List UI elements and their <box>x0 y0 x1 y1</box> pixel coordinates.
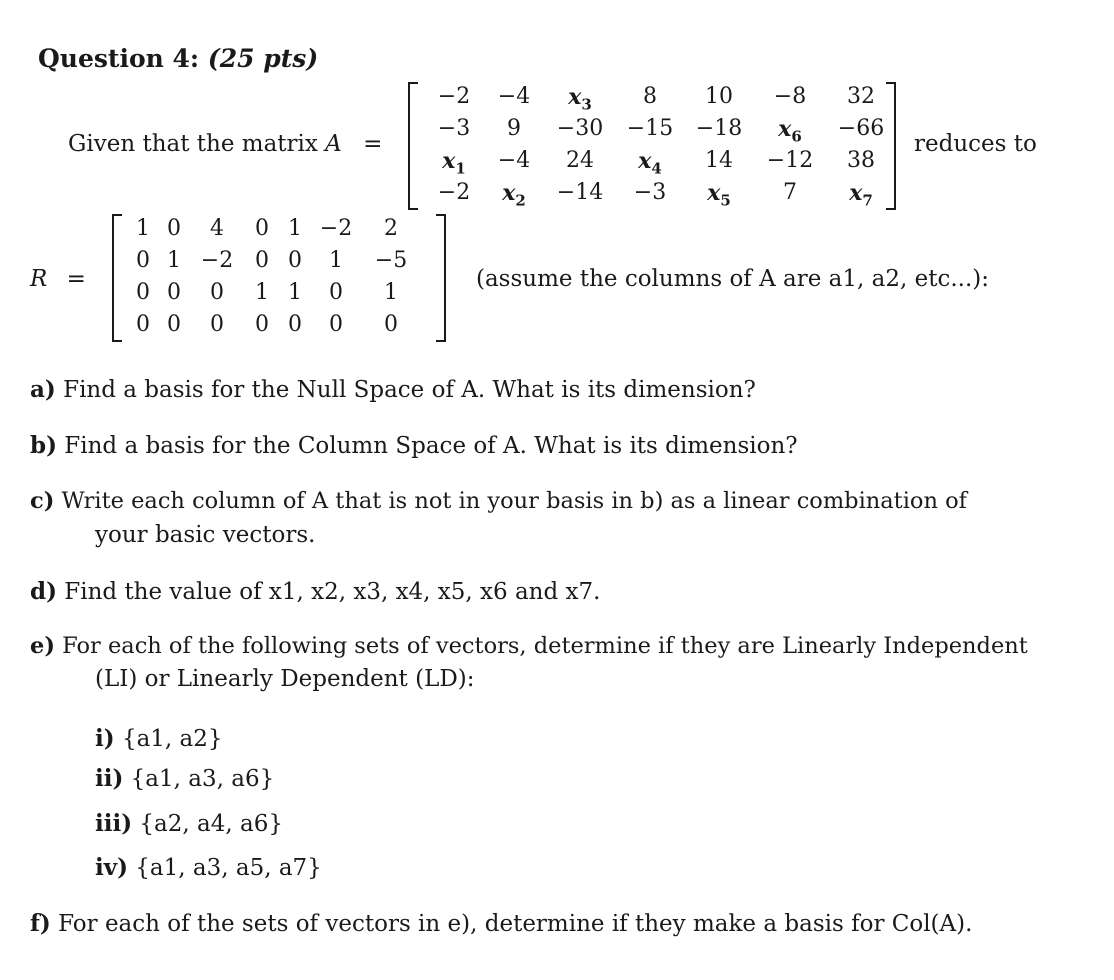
matrix-r-cell-r3-c4: 1 <box>255 280 269 305</box>
matrix-r-cell-r3-c2: 0 <box>167 280 181 305</box>
matrix-r-left-bracket <box>112 214 122 342</box>
columns-note <box>476 268 989 291</box>
reduces-to-text: reduces to <box>914 131 1037 157</box>
part-b <box>30 434 798 458</box>
item-ii-label: ii) <box>95 765 124 792</box>
matrix-a-cell-r2-c3: −30 <box>556 116 604 141</box>
matrix-r-cell-r1-c2: 0 <box>167 216 181 241</box>
matrix-a-cell-r1-c3: $x_3$ <box>568 84 592 114</box>
part-f-label: f) <box>30 910 51 937</box>
matrix-a-cell-r3-c2: −4 <box>497 148 531 173</box>
part-a <box>30 378 756 402</box>
matrix-r-symbol: R <box>30 266 48 292</box>
part-b-text: Find a basis for the Column Space of A. What is its dimension? <box>64 433 798 459</box>
part-c-continued: your basic vectors. <box>95 522 316 548</box>
matrix-a-cell-r1-c5: 10 <box>705 84 733 109</box>
matrix-r-cell-r3-c5: 1 <box>288 280 302 305</box>
matrix-r-cell-r4-c4: 0 <box>255 312 269 337</box>
matrix-a-cell-r3-c1: $x_1$ <box>442 148 466 178</box>
part-c-line1: Write each column of A that is not in your basis in b) as a linear combination of <box>61 488 967 514</box>
matrix-r-cell-r2-c2: 1 <box>167 248 181 273</box>
matrix-r-cell-r4-c1: 0 <box>136 312 150 337</box>
part-a-text: Find a basis for the Null Space of A. What is its dimension? <box>63 377 756 403</box>
matrix-r-cell-r3-c7: 1 <box>384 280 398 305</box>
matrix-a-cell-r2-c6: $x_6$ <box>778 116 802 146</box>
part-a-label: a) <box>30 376 56 403</box>
part-c-label: c) <box>30 488 55 514</box>
matrix-r-label <box>30 268 86 291</box>
matrix-r-cell-r2-c1: 0 <box>136 248 150 273</box>
part-d-label: d) <box>30 578 57 605</box>
question-points: (25 pts) <box>207 44 319 73</box>
item-i-label: i) <box>95 725 115 752</box>
matrix-a-left-bracket <box>408 82 418 210</box>
matrix-r-cell-r2-c4: 0 <box>255 248 269 273</box>
matrix-a-cell-r4-c3: −14 <box>556 180 604 205</box>
part-e-label: e) <box>30 633 55 659</box>
item-iv-label: iv) <box>95 854 128 881</box>
item-iii-label: iii) <box>95 810 133 837</box>
matrix-a-cell-r4-c1: −2 <box>437 180 471 205</box>
matrix-a-cell-r3-c7: 38 <box>847 148 875 173</box>
question-title <box>38 44 318 73</box>
matrix-a-cell-r2-c5: −18 <box>695 116 743 141</box>
matrix-a-cell-r2-c1: −3 <box>437 116 471 141</box>
item-i-set: {a1, a2} <box>121 726 223 752</box>
matrix-a-cell-r2-c4: −15 <box>626 116 674 141</box>
part-f-text: For each of the sets of vectors in e), determine if they make a basis for Col(A). <box>58 911 973 937</box>
matrix-a-cell-r3-c6: −12 <box>766 148 814 173</box>
matrix-r-cell-r4-c2: 0 <box>167 312 181 337</box>
matrix-a-cell-r2-c2: 9 <box>507 116 521 141</box>
part-e <box>30 635 1028 658</box>
matrix-a-symbol: A <box>325 131 342 157</box>
item-iii-set: {a2, a4, a6} <box>139 811 283 837</box>
columns-note-text: (assume the columns of A are a1, a2, etc...): <box>476 266 989 292</box>
part-d-text: Find the value of x1, x2, x3, x4, x5, x6 and x7. <box>64 579 601 605</box>
matrix-r-cell-r2-c3: −2 <box>200 248 234 273</box>
matrix-a-cell-r2-c7: −66 <box>837 116 885 141</box>
matrix-r-cell-r1-c6: −2 <box>319 216 353 241</box>
matrix-a-cell-r4-c4: −3 <box>633 180 667 205</box>
matrix-r-cell-r1-c3: 4 <box>210 216 224 241</box>
matrix-r-cell-r2-c7: −5 <box>374 248 408 273</box>
matrix-r-cell-r1-c7: 2 <box>384 216 398 241</box>
part-e-item-i <box>95 727 223 751</box>
matrix-r-cell-r2-c6: 1 <box>329 248 343 273</box>
matrix-a-cell-r4-c2: $x_2$ <box>502 180 526 210</box>
matrix-r-grid <box>126 218 422 339</box>
part-e-item-iii <box>95 812 283 836</box>
matrix-r-cell-r4-c3: 0 <box>210 312 224 337</box>
part-e-line1: For each of the following sets of vectors, determine if they are Linearly Independent <box>62 633 1028 659</box>
matrix-a-cell-r1-c1: −2 <box>437 84 471 109</box>
matrix-r-cell-r4-c7: 0 <box>384 312 398 337</box>
matrix-r-cell-r4-c6: 0 <box>329 312 343 337</box>
matrix-a-cell-r1-c7: 32 <box>847 84 875 109</box>
matrix-r-cell-r1-c4: 0 <box>255 216 269 241</box>
part-d <box>30 580 600 604</box>
matrix-a-cell-r3-c4: $x_4$ <box>638 148 662 178</box>
item-ii-set: {a1, a3, a6} <box>130 766 275 792</box>
matrix-a-cell-r1-c6: −8 <box>773 84 807 109</box>
matrix-r-right-bracket <box>436 214 446 342</box>
matrix-a-cell-r3-c3: 24 <box>566 148 594 173</box>
matrix-a-cell-r1-c2: −4 <box>497 84 531 109</box>
matrix-r-cell-r4-c5: 0 <box>288 312 302 337</box>
matrix-r <box>112 214 446 342</box>
part-e-item-iv <box>95 856 322 880</box>
part-c <box>30 490 967 513</box>
matrix-r-cell-r3-c1: 0 <box>136 280 150 305</box>
matrix-r-cell-r3-c3: 0 <box>210 280 224 305</box>
matrix-r-equals: = <box>66 266 86 292</box>
matrix-a-cell-r4-c6: 7 <box>783 180 797 205</box>
part-b-label: b) <box>30 432 57 459</box>
matrix-r-cell-r3-c6: 0 <box>329 280 343 305</box>
part-e-item-ii <box>95 767 274 791</box>
given-text: Given that the matrix <box>68 131 318 157</box>
matrix-a <box>408 82 896 210</box>
part-f <box>30 912 972 936</box>
question-label: Question 4: <box>38 44 200 73</box>
matrix-a-cell-r4-c7: $x_7$ <box>849 180 873 210</box>
matrix-r-cell-r1-c1: 1 <box>136 216 150 241</box>
matrix-a-cell-r1-c4: 8 <box>643 84 657 109</box>
matrix-r-cell-r1-c5: 1 <box>288 216 302 241</box>
item-iv-set: {a1, a3, a5, a7} <box>135 855 322 881</box>
equals-sign: = <box>363 131 383 157</box>
matrix-r-cell-r2-c5: 0 <box>288 248 302 273</box>
matrix-a-cell-r4-c5: $x_5$ <box>707 180 731 210</box>
matrix-a-grid <box>424 84 896 210</box>
matrix-a-cell-r3-c5: 14 <box>705 148 733 173</box>
intro-text <box>68 133 382 156</box>
part-e-continued: (LI) or Linearly Dependent (LD): <box>95 666 475 692</box>
